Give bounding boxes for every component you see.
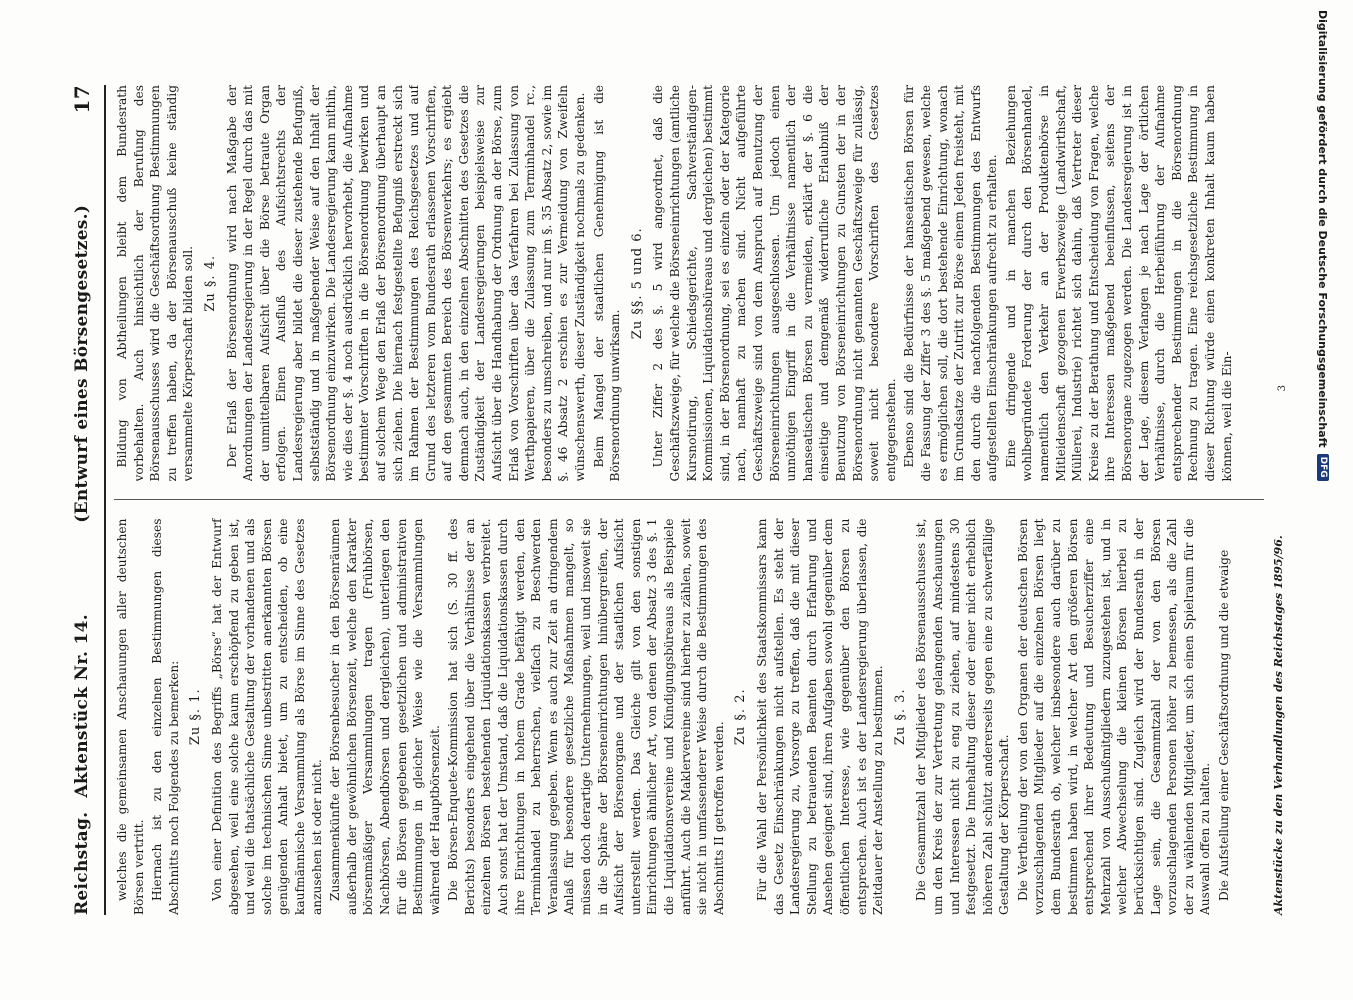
page-number: 17 — [70, 85, 94, 114]
paragraph: Die Aufstellung einer Geschäftsordnung und die etwaige — [1217, 549, 1231, 901]
rotated-page — [62, 85, 1302, 915]
section-heading: Zu §. 2. — [733, 688, 749, 746]
paragraph: Für die Wahl der Persönlichkeit des Staatskommissars kann das Gesetz Einschränkungen nicht aufstellen. Es steht der Landesregierung zu, Vorsorge zu treffen, daß die mit dieser Stellung zu betrauenden Beamten durch Erfahrung und Ansehen geeignet sind, ihren Aufgaben sowohl gegenüber dem öffentlichen Interesse, wie gegenüber den Börsen zu entsprechen. Auch ist es der Landesregierung überlassen, die Zeitdauer der Anstellung zu bestimmen. — [754, 518, 886, 915]
paragraph: Eine dringende und in manchen Beziehungen wohlbegründete Forderung der durch den Börsenhandel, namentlich den Verkehr an der Produktenbörse in Mitleidenschaft gezogenen Erwerbszweige (Landwirthschaft, Müllerei, Industrie) richtet sich dahin, daß Vertreter dieser Kreise zu der Berathung und Entscheidung von Fragen, welche ihre Interessen maßgebend beeinflussen, seitens der Börsenorgane zugezogen werden. Die Landesregierung ist in der Lage, diesem Verlangen je nach Lage der örtlichen Verhältnisse, durch die Herbeiführung der Aufnahme entsprechender Bestimmungen in die Börsenordnung Rechnung zu tragen. Eine reichsgesetzliche Bestimmung in dieser Richtung würde einen konkreten Inhalt kaum haben können, weil die Ein- — [1003, 85, 1234, 482]
paragraph: welches die gemeinsamen Anschauungen aller deutschen Börsen vertritt. — [115, 518, 146, 915]
column-divider — [114, 500, 1264, 501]
signature-mark: 3 — [1277, 385, 1288, 392]
paragraph: Beim Mangel der staatlichen Genehmigung ist die Börsenordnung unwirksam. — [591, 85, 623, 482]
paragraph: Die Börsen-Enquete-Kommission hat sich (S. 30 ff. des Berichts) besonders eingehend über die Verhältnisse der an einzelnen Börsen bestehenden Liquidationskassen verbreitet. Auch sonst hat der Umstand, daß die Liquidationskassen durch ihre Einrichtungen in hohem Grade befähigt werden, den Terminhandel zu beherrschen, vielfach zu Beschwerden Veranlassung gegeben. Wenn es auch zur Zeit an dringendem Anlaß für besondere gesetzliche Maßnahmen mangelt, so müssen doch derartige Unternehmungen, weil und insoweit sie in die Sphäre der Börseneinrichtungen hinübergreifen, der Aufsicht der Börsenorgane und der staatlichen Aufsicht unterstellt werden. Das Gleiche gilt von den sonstigen Einrichtungen ähnlicher Art, von denen der Absatz 3 des §. 1 die Liquidationsvereine und Kündigungsbüreaus als Beispiele anführt. Auch die Maklervereine sind hierher zu zählen, soweit sie nicht in umfassenderer Weise durch die Bestimmungen des Abschnitts II getroffen werden. — [446, 518, 726, 915]
paragraph: Die Gesammtzahl der Mitglieder des Börsenausschusses ist, um den Kreis der zur Vertretung gelangenden Anschauungen und Interessen nicht zu eng zu ziehen, auf mindestens 30 festgesetzt. Die Innehaltung dieser oder einer nicht erheblich höheren Zahl schützt andererseits gegen eine zu schwerfällige Gestaltung der Körperschaft. — [914, 518, 1012, 915]
document-number: Aktenstück Nr. 14. — [72, 614, 92, 798]
page-frame — [62, 85, 1302, 915]
column-left — [114, 519, 1264, 916]
page-footer: Aktenstücke zu den Verhandlungen des Reichstages 1895/96. — [1272, 535, 1285, 915]
paragraph: Hiernach ist zu den einzelnen Bestimmungen dieses Abschnitts noch Folgendes zu bemerken: — [150, 518, 181, 915]
paragraph: Die Vertheilung der von den Organen der deutschen Börsen vorzuschlagenden Mitglieder auf die einzelnen Börsen liegt dem Bundesrath ob, welcher insbesondere auch darüber zu bestimmen haben wird, in welcher Art den größeren Börsen entsprechend ihrer Bedeutung und Besucherziffer eine Mehrzahl von Ausschußmitgliedern zuzugestehen ist, und in welcher Abwechselung die kleinen Börsen hierbei zu berücksichtigen sind. Zugleich wird der Bundesrath in der Lage sein, die Gesammtzahl der von den Börsen vorzuschlagenden Personen höher zu bemessen, als die Zahl der zu wählenden Mitglieder, um sich einen Spielraum für die Auswahl offen zu halten. — [1015, 518, 1213, 915]
paragraph: Bildung von Abtheilungen bleibt dem Bundesrath vorbehalten. Auch hinsichtlich der Berufung des Börsenausschusses wird die Geschäftsordnung Bestimmungen zu treffen haben, da der Börsenausschuß keine ständig versammelte Körperschaft bilden soll. — [115, 85, 196, 482]
document-title: (Entwurf eines Börsengesetzes.) — [72, 204, 92, 523]
section-heading: Zu §. 3. — [892, 688, 908, 746]
paragraph: Der Erlaß der Börsenordnung wird nach Maßgabe der Anordnungen der Landesregierung in der Regel durch das mit der unmittelbaren Aufsicht über die Börse betraute Organ erfolgen. Einen Ausfluß des Aufsichtsrechts der Landesregierung aber bildet die dieser zustehende Befugniß, selbstständig und in maßgebender Weise auf den Inhalt der Börsenordnung einzuwirken. Die Landesregierung kann mithin, wie dies der §. 4 noch ausdrücklich hervorhebt, die Aufnahme bestimmter Vorschriften in die Börsenordnung bewirken und auf solchem Wege den Erlaß der Börsenordnung überhaupt an sich ziehen. Die hiernach festgestellte Befugniß erstreckt sich im Rahmen der Bestimmungen des Reichsgesetzes und auf Grund des letzteren vom Bundesrath erlassenen Vorschriften, auf den gesammten Bereich des Börsenverkehrs; es ergiebt demnach auch, in den einzelnen Abschnitten des Gesetzes die Zuständigkeit der Landesregierungen beispielsweise zur Aufsicht über die Handhabung der Ordnung an der Börse, zum Erlaß von Vorschriften über das Verfahren bei Zulassung von Werthpapieren, über die Zulassung zum Terminhandel rc., besonders zu umschreiben, und nur im §. 35 Absatz 2, sowie im §. 46 Absatz 2 erschien es zur Vermeidung von Zweifeln wünschenswerth, dieser Zuständigkeit nochmals zu gedenken. — [224, 85, 588, 482]
paragraph: Unter Ziffer 2 des §. 5 wird angeordnet, daß die Geschäftszweige, für welche die Börseneinrichtungen (amtliche Kursnotirung, Schiedsgerichte, Sachverständigen-Kommissionen, Liquidationsbüreaus und dergleichen) bestimmt sind, in der Börsenordnung, sei es einzeln oder der Kategorie nach, namhaft zu machen sind. Nicht aufgeführte Geschäftszweige sind von dem Anspruch auf Benutzung der Börseneinrichtungen ausgeschlossen. Um jedoch einen unnöthigen Eingriff in die Verhältnisse namentlich der hanseatischen Börsen zu vermeiden, erklärt der §. 6 die einseitige und demgemäß widerrufliche Erlaubniß der Benutzung von Börseneinrichtungen zu Gunsten der in der Börsenordnung nicht genannten Geschäftszweige für zulässig, soweit nicht besondere Vorschriften des Gesetzes entgegenstehen. — [651, 85, 898, 482]
digitization-text: Digitalisierung gefördert durch die Deutsche Forschungsgemeinschaft — [1316, 10, 1330, 448]
paragraph: Zusammenkünfte der Börsenbesucher in den Börsenräumen außerhalb der gewöhnlichen Börsenzeit, welche den Karakter börsenmäßiger Versammlungen tragen (Frühbörsen, Nachbörsen, Abendbörsen und dergleichen), unterliegen den für die Börsen gegebenen gesetzlichen und administrativen Bestimmungen in gleicher Weise wie die Versammlungen während der Hauptbörsenzeit. — [328, 518, 442, 915]
section-heading: Zu §. 1. — [188, 688, 204, 746]
digitization-note — [1310, 10, 1336, 990]
section-heading: Zu §§. 5 und 6. — [629, 227, 645, 340]
paragraph: Ebenso sind die Bedürfnisse der hanseatischen Börsen für die Fassung der Ziffer 3 des §. 5 maßgebend gewesen, welche es ermöglichen soll, die dort bestehende Einrichtung, wonach im Grundsatze der Zutritt zur Börse einem Jeden freisteht, mit den durch die nachfolgenden Bestimmungen des Entwurfs aufgestellten Einschränkungen aufrecht zu erhalten. — [902, 85, 1000, 482]
header-left: Reichstag. — [72, 811, 92, 915]
header-rule — [104, 85, 106, 915]
dfg-logo: DFG — [1317, 454, 1329, 481]
text-columns — [114, 85, 1264, 915]
section-heading: Zu §. 4. — [202, 254, 218, 312]
column-right — [114, 85, 1264, 482]
page-header — [62, 85, 102, 915]
paragraph: Von einer Definition des Begriffs „Börse“ hat der Entwurf abgesehen, weil eine solche kaum erschöpfend zu geben ist, und weil die thatsächliche Gestaltung der vorhandenen und als solche im technischen Sinne unbestritten anerkannten Börsen genügenden Anhalt bietet, um zu entscheiden, ob eine kaufmännische Versammlung als Börse im Sinne des Gesetzes anzusehen ist oder nicht. — [209, 518, 324, 915]
